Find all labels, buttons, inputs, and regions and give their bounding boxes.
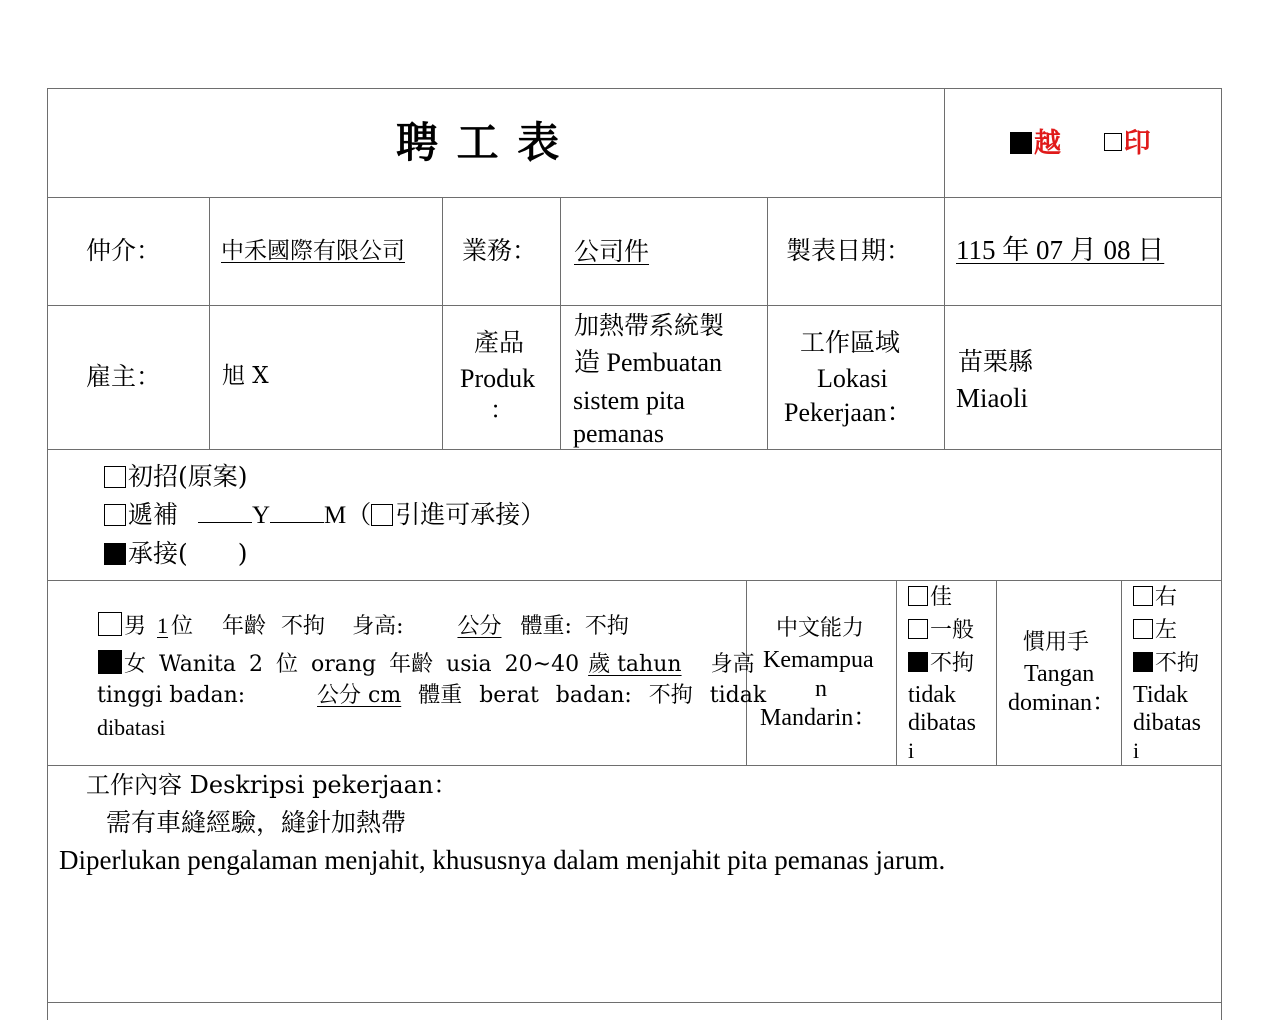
ability-extra-1: tidak <box>908 682 956 708</box>
recruit-initial-label: 初招(原案) <box>128 462 248 491</box>
hand-extra-3: i <box>1133 738 1140 763</box>
col-divider-title <box>944 88 945 450</box>
female-requirement-line-2 <box>97 685 766 707</box>
chinese-ability-label-id-2: n <box>815 676 827 702</box>
hand-option-right-label: 右 <box>1155 585 1178 610</box>
product-label-cn: 產品 <box>474 328 525 357</box>
chinese-ability-label-cn: 中文能力 <box>776 616 865 641</box>
replacement-months-blank[interactable] <box>270 522 324 523</box>
product-value-line-3: sistem pita <box>573 386 685 415</box>
male-age-label: 年齡 <box>222 614 267 639</box>
female-line-1: 女 Wanita 2 位 orang 年齡 usia 20~40 <box>124 652 580 677</box>
work-area-label-id-2: Pekerjaan： <box>784 398 913 427</box>
checkbox-replacement-takeover[interactable] <box>371 504 393 526</box>
row-divider-3 <box>47 449 1222 450</box>
recruit-takeover-close: ) <box>237 539 248 568</box>
recruit-takeover-label: 承接( <box>128 539 188 568</box>
row-divider-5 <box>47 765 1222 766</box>
checkbox-hand-right[interactable] <box>1133 586 1153 606</box>
recruit-replacement-label: 遞補 <box>128 500 179 529</box>
dominant-hand-label-id-2: dominan： <box>1008 690 1116 716</box>
dominant-hand-label-id-1: Tangan <box>1024 661 1095 687</box>
col-divider-a <box>209 197 210 450</box>
hand-option-any <box>1133 652 1199 675</box>
employer-value: 旭 X <box>222 363 269 389</box>
chinese-ability-label-id-1: Kemampua <box>763 647 874 673</box>
employer-label: 雇主： <box>86 362 162 391</box>
work-area-value-id: Miaoli <box>956 383 1028 413</box>
job-description-id: Diperlukan pengalaman menjahit, khususnya dalam menjahit pita pemanas jarum. <box>59 845 946 875</box>
female-height-label: 身高 <box>710 652 755 677</box>
agency-label: 仲介： <box>86 236 162 265</box>
hand-extra-1: Tidak <box>1133 682 1189 708</box>
checkbox-ability-good[interactable] <box>908 586 928 606</box>
male-height-unit-text: 公分 <box>457 614 502 639</box>
male-requirement <box>98 612 629 638</box>
table-border-right <box>1221 88 1222 1020</box>
recruit-replacement-sub-label: 引進可承接） <box>395 500 546 529</box>
col-divider-b <box>442 197 443 450</box>
dominant-hand-label-cn: 慣用手 <box>1023 630 1090 655</box>
work-area-label-cn: 工作區域 <box>800 328 901 357</box>
replacement-years-blank[interactable] <box>198 522 252 523</box>
col-divider-d <box>767 197 768 450</box>
col-divider-ability-opts <box>896 580 897 766</box>
recruit-initial <box>104 464 248 489</box>
ability-extra-2: dibatas <box>908 710 976 736</box>
checkbox-hand-any[interactable] <box>1133 652 1153 672</box>
nationality-selector <box>1010 130 1151 157</box>
ability-option-normal <box>908 619 974 642</box>
ability-option-any-label: 不拘 <box>930 651 975 676</box>
table-border-top <box>47 88 1222 89</box>
job-description-cn: 需有車縫經驗，縫針加熱帶 <box>106 808 407 837</box>
row-divider-1 <box>47 197 1222 198</box>
hand-option-any-label: 不拘 <box>1155 651 1200 676</box>
row-divider-6 <box>47 1002 1222 1003</box>
checkbox-ability-normal[interactable] <box>908 619 928 639</box>
replacement-m: M（ <box>324 502 372 529</box>
checkbox-male[interactable] <box>98 612 122 636</box>
female-requirement-line-3: dibatasi <box>97 715 166 740</box>
form-date-value: 115 年 07 月 08 日 <box>956 235 1165 265</box>
ability-option-any <box>908 652 974 675</box>
female-height-unit <box>245 685 401 707</box>
female-requirement-line-1 <box>98 650 755 676</box>
ability-option-good <box>908 586 952 609</box>
male-age-value: 不拘 <box>281 614 326 639</box>
col-divider-c <box>560 197 561 450</box>
female-height-unit-text: 公分 cm <box>317 683 402 708</box>
col-divider-hand-opts <box>1121 580 1122 766</box>
table-border-left <box>47 88 48 1020</box>
checkbox-hand-left[interactable] <box>1133 619 1153 639</box>
checkbox-initial[interactable] <box>104 466 126 488</box>
recruit-takeover <box>104 541 248 566</box>
male-unit: 位 <box>171 614 194 639</box>
checkbox-indonesia[interactable] <box>1104 133 1122 151</box>
hand-extra-2: dibatas <box>1133 710 1201 736</box>
nationality-indonesia-label: 印 <box>1123 128 1151 159</box>
product-value-line-1: 加熱帶系統製 <box>574 311 725 340</box>
replacement-y: Y <box>251 502 271 529</box>
male-height-unit <box>403 616 501 638</box>
ability-extra-3: i <box>908 738 915 763</box>
product-label-id: Produk <box>460 364 536 393</box>
ability-option-good-label: 佳 <box>930 585 953 610</box>
hand-option-right <box>1133 586 1177 609</box>
business-value: 公司件 <box>574 237 650 266</box>
male-height-label: 身高: <box>352 614 404 639</box>
female-line-2-rest: 體重 berat badan: 不拘 tidak <box>418 683 767 708</box>
row-divider-2 <box>47 305 1222 306</box>
ability-option-normal-label: 一般 <box>930 618 975 643</box>
female-age-unit: 歲 tahun <box>588 652 682 677</box>
product-label-colon: ： <box>490 396 514 424</box>
work-area-label-id: Lokasi <box>817 364 888 393</box>
checkbox-replacement[interactable] <box>104 504 126 526</box>
checkbox-vietnam[interactable] <box>1010 132 1032 154</box>
page-title: 聘 工 表 <box>396 118 562 167</box>
male-label: 男 <box>124 614 147 639</box>
product-value-line-4: pemanas <box>573 419 664 448</box>
nationality-vietnam-label: 越 <box>1034 128 1061 159</box>
chinese-ability-label-id-3: Mandarin： <box>760 705 878 731</box>
checkbox-ability-any[interactable] <box>908 652 928 672</box>
male-count: 1 <box>157 613 169 638</box>
row-divider-4 <box>47 580 1222 581</box>
checkbox-takeover[interactable] <box>104 543 126 565</box>
male-weight-value: 不拘 <box>584 614 629 639</box>
col-divider-hand-label <box>996 580 997 766</box>
female-line-2-label: tinggi badan: <box>97 683 246 708</box>
job-description-label: 工作內容 Deskripsi pekerjaan： <box>86 771 458 799</box>
recruit-replacement <box>104 502 545 528</box>
form-date-label: 製表日期： <box>786 236 912 265</box>
work-area-value-cn: 苗栗縣 <box>958 347 1034 376</box>
hand-option-left <box>1133 619 1177 642</box>
checkbox-female[interactable] <box>98 650 122 674</box>
agency-value: 中禾國際有限公司 <box>221 238 405 264</box>
hand-option-left-label: 左 <box>1155 618 1178 643</box>
business-label: 業務： <box>462 236 538 265</box>
product-value-line-2: 造 Pembuatan <box>574 348 723 377</box>
male-weight-label: 體重: <box>520 614 572 639</box>
